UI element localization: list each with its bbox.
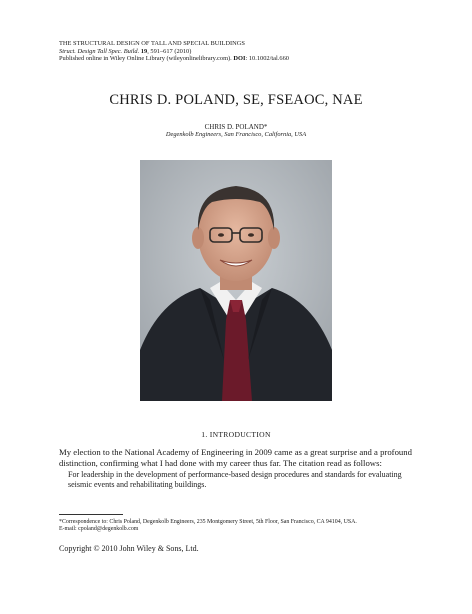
article-title: CHRIS D. POLAND, SE, FSEAOC, NAE	[109, 92, 363, 108]
doi-value: : 10.1002/tal.660	[245, 55, 289, 63]
section-heading: 1. INTRODUCTION	[201, 430, 271, 439]
portrait-illustration	[140, 160, 332, 401]
footnote-divider	[59, 514, 123, 515]
intro-paragraph: My election to the National Academy of Engineering in 2009 came as a great surprise and a profound distinction, confirming what I had done with my career thus far. The citation read as follows:	[59, 447, 412, 468]
journal-name: THE STRUCTURAL DESIGN OF TALL AND SPECIAL BUILDINGS	[59, 40, 245, 47]
footnote-email: E-mail: cpoland@degenkolb.com	[59, 526, 139, 533]
published-online: Published online in Wiley Online Library (wileyonlinelibrary.com).	[59, 55, 232, 63]
journal-citation	[59, 48, 419, 56]
author-name: CHRIS D. POLAND*	[204, 123, 268, 131]
correspondence-footnote	[59, 519, 419, 534]
copyright-notice: Copyright © 2010 John Wiley & Sons, Ltd.	[59, 544, 199, 553]
author-portrait-photo	[140, 160, 332, 401]
doi-label: DOI	[233, 55, 246, 63]
author-affiliation: Degenkolb Engineers, San Francisco, California, USA	[165, 131, 307, 138]
journal-header	[59, 40, 419, 63]
citation-pages: , 591–617 (2010)	[147, 47, 192, 55]
publication-line	[59, 55, 419, 63]
footnote-address: *Correspondence to: Chris Poland, Degenkolb Engineers, 235 Montgomery Street, 5th Floor, San Francisco, CA 94104, USA.	[59, 519, 357, 525]
citation-journal: Struct. Design Tall Spec. Build.	[59, 47, 140, 55]
citation-quote: For leadership in the development of performance-based design procedures and standards for evaluating seismic events and rehabilitating buildings.	[68, 470, 402, 490]
citation-volume: 19	[140, 47, 148, 55]
